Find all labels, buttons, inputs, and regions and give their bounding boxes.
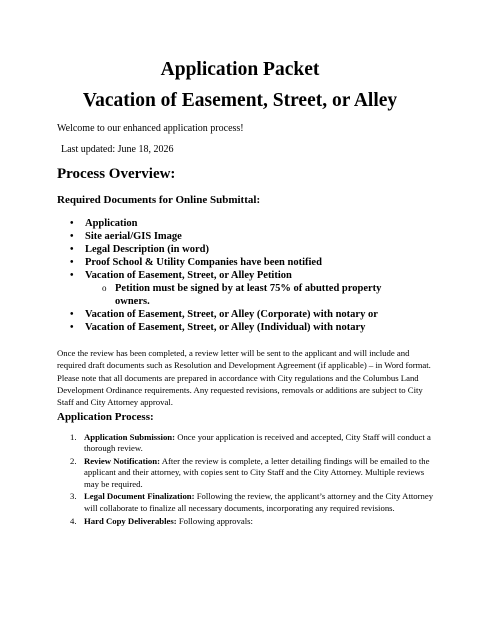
last-updated-text: Last updated: June 18, 2026 bbox=[61, 144, 174, 155]
bullet-icon: • bbox=[70, 270, 74, 281]
bullet-icon: • bbox=[70, 257, 74, 268]
bullet-icon: • bbox=[70, 218, 74, 229]
sub-list-item bbox=[0, 282, 480, 308]
review-paragraph: Once the review has been completed, a review letter will be sent to the applicant and will include and required draft documents such as Resolution and Development Agreement (if applicable) – in Word format. Please note that all documents are prepared in accordance with City regulations and the Columbus Land Development Ordinance requirements. Any requested revisions, removals or additions are subject to City Staff and City Attorney approval. bbox=[57, 348, 431, 408]
list-item bbox=[0, 243, 480, 256]
document-item-label: Vacation of Easement, Street, or Alley (Corporate) with notary or bbox=[85, 309, 378, 320]
bullet-icon: • bbox=[70, 309, 74, 320]
document-item-label: Legal Description (in word) bbox=[85, 244, 209, 255]
step-text: Following the review, the applicant’s attorney and the City Attorney will collaborate to finalize all necessary documents, incorporating any required revisions. bbox=[84, 491, 434, 513]
list-item bbox=[0, 491, 480, 514]
bullet-icon: • bbox=[70, 322, 74, 333]
list-item bbox=[0, 308, 480, 321]
document-item-label: Vacation of Easement, Street, or Alley (Individual) with notary bbox=[85, 322, 366, 333]
step-text: After the review is complete, a letter detailing findings will be emailed to the applicant and their attorney, with copies sent to City Staff and the City Attorney. Multiple reviews may be required. bbox=[84, 456, 430, 489]
step-title: Application Submission: bbox=[84, 432, 176, 442]
list-item bbox=[0, 321, 480, 334]
application-steps-list bbox=[0, 432, 480, 528]
document-item-label: Vacation of Easement, Street, or Alley Petition bbox=[85, 270, 292, 281]
list-item bbox=[0, 269, 480, 282]
required-documents-heading: Required Documents for Online Submittal: bbox=[57, 194, 261, 206]
step-title: Legal Document Finalization: bbox=[84, 491, 195, 502]
step-text: Following approvals: bbox=[176, 515, 253, 526]
list-item bbox=[0, 217, 480, 230]
document-item-label: Site aerial/GIS Image bbox=[85, 231, 182, 242]
step-text: Once your application is received and accepted, City Staff will conduct a thorough review. bbox=[84, 432, 431, 454]
step-number: 4. bbox=[70, 515, 77, 526]
step-title: Hard Copy Deliverables: bbox=[84, 515, 177, 526]
welcome-text: Welcome to our enhanced application process! bbox=[57, 123, 244, 134]
bullet-icon: • bbox=[70, 244, 74, 255]
step-number: 3. bbox=[70, 491, 77, 502]
list-item bbox=[0, 230, 480, 243]
process-overview-heading: Process Overview: bbox=[57, 166, 176, 182]
bullet-icon: • bbox=[70, 231, 74, 242]
step-title: Review Notification: bbox=[84, 456, 160, 467]
step-number: 1. bbox=[70, 432, 77, 442]
document-item-label: Application bbox=[85, 218, 138, 229]
document-item-label: Proof School & Utility Companies have been notified bbox=[85, 257, 322, 268]
sub-bullet-icon: o bbox=[102, 283, 107, 293]
required-documents-list bbox=[0, 217, 480, 334]
application-process-heading: Application Process: bbox=[57, 411, 154, 423]
list-item bbox=[0, 456, 480, 490]
list-item bbox=[0, 516, 480, 527]
step-number: 2. bbox=[70, 456, 77, 467]
list-item bbox=[0, 256, 480, 269]
list-item bbox=[0, 432, 480, 455]
document-title: Application Packet bbox=[160, 59, 320, 80]
document-subtitle: Vacation of Easement, Street, or Alley bbox=[82, 90, 398, 111]
document-item-label: Petition must be signed by at least 75% of abutted property owners. bbox=[115, 283, 382, 307]
